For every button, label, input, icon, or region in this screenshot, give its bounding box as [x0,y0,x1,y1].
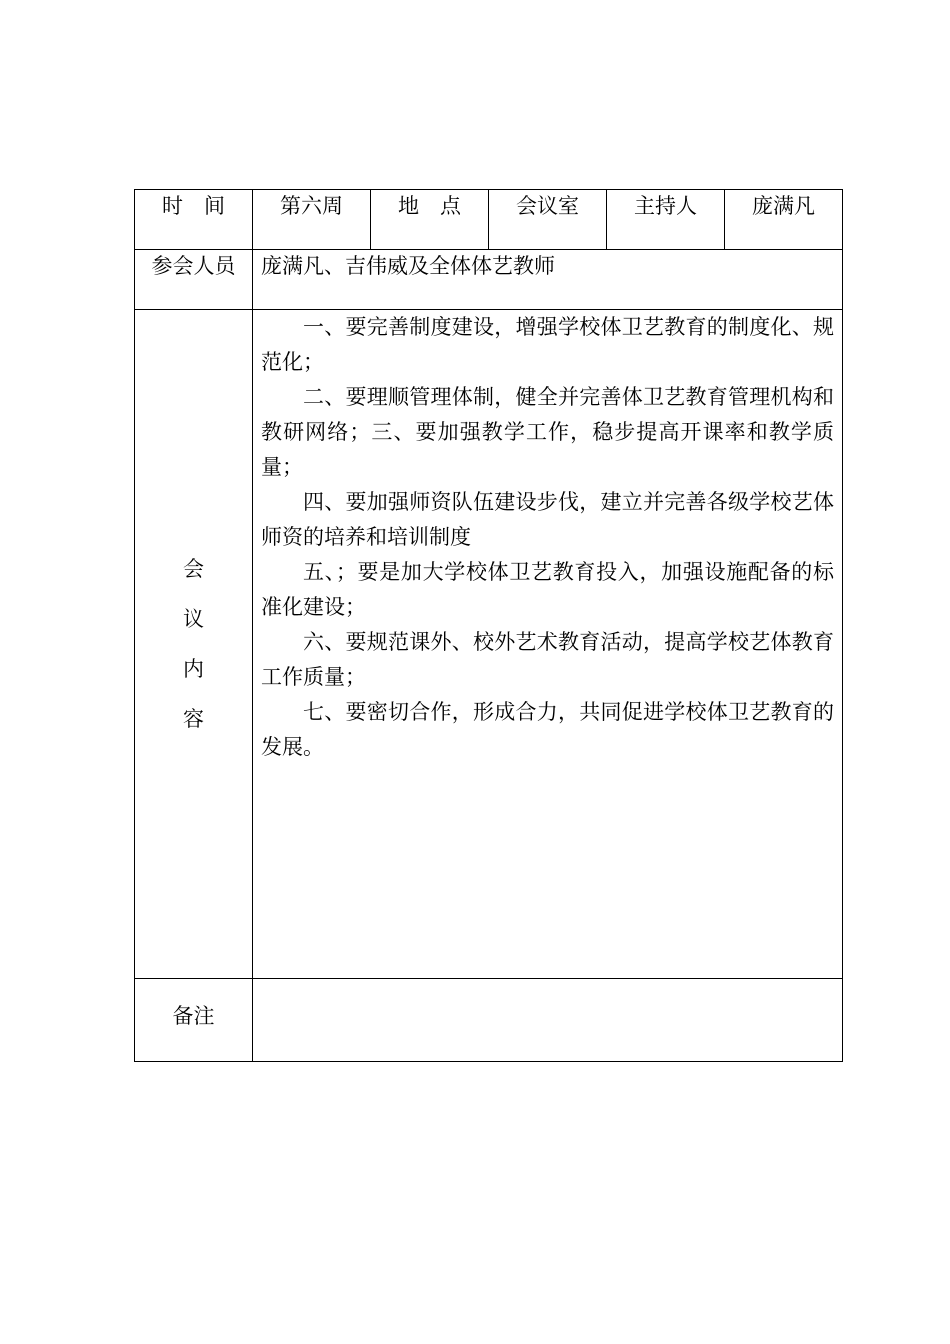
attendees-value: 庞满凡、吉伟威及全体体艺教师 [253,250,843,310]
meeting-record-table [134,189,843,1062]
location-value: 会议室 [489,190,607,250]
content-label [135,310,253,979]
time-label: 时 间 [135,190,253,250]
content-paragraph: 一、要完善制度建设，增强学校体卫艺教育的制度化、规范化； [261,315,834,374]
content-paragraph: 二、要理顺管理体制，健全并完善体卫艺教育管理机构和教研网络；三、要加强教学工作，稳步提高开课率和教学质量； [261,385,834,479]
content-label-char: 会 [183,557,204,581]
content-label-char: 议 [183,607,204,631]
content-body [253,310,843,979]
content-paragraph: 五、；要是加大学校体卫艺教育投入，加强设施配备的标准化建设； [261,560,834,619]
attendees-label: 参会人员 [135,250,253,310]
time-value: 第六周 [253,190,371,250]
content-paragraph: 四、要加强师资队伍建设步伐，建立并完善各级学校艺体师资的培养和培训制度 [261,490,834,549]
notes-value [253,979,843,1062]
location-label: 地 点 [371,190,489,250]
attendees-row [135,250,843,310]
host-label: 主持人 [607,190,725,250]
header-row [135,190,843,250]
content-paragraph: 七、要密切合作，形成合力，共同促进学校体卫艺教育的发展。 [261,700,834,759]
content-label-char: 容 [183,707,204,731]
content-paragraph: 六、要规范课外、校外艺术教育活动，提高学校艺体教育工作质量； [261,630,834,689]
host-value: 庞满凡 [725,190,843,250]
content-label-char: 内 [183,657,204,681]
notes-label: 备注 [135,979,253,1062]
notes-row [135,979,843,1062]
content-row [135,310,843,979]
